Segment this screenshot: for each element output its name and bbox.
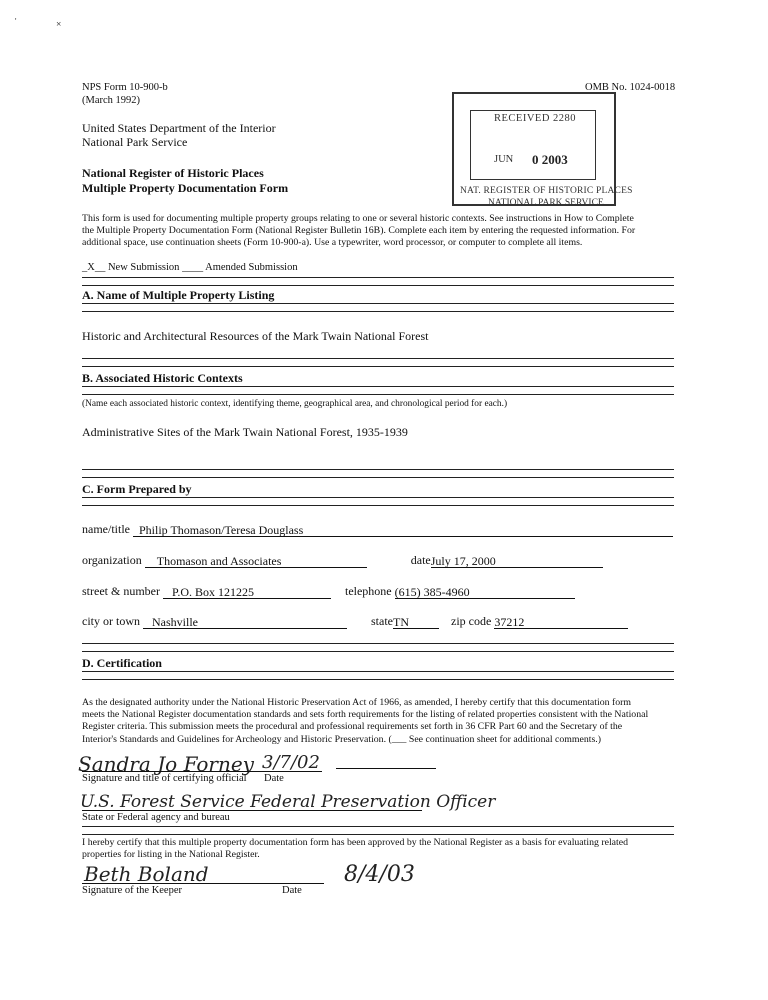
intro-paragraph — [82, 213, 682, 250]
stray-mark: × — [56, 20, 62, 30]
street-field[interactable] — [163, 585, 331, 599]
telephone-label: telephone — [344, 584, 392, 598]
section-d-heading: D. Certification — [82, 656, 162, 670]
intro-line-1: This form is used for documenting multiple property groups relating to one or several historic contexts. See instructions in How to Complete — [82, 213, 634, 224]
name-title-label: name/title — [82, 522, 130, 536]
organization-row — [82, 553, 603, 568]
section-c-heading: C. Form Prepared by — [82, 482, 192, 496]
date-field[interactable] — [431, 554, 603, 568]
cert-line-3: Register criteria. This submission meets the procedural and professional requirements set forth in 36 CFR Part 60 and the Secretary of the — [82, 721, 623, 733]
certifying-official-label: Signature and title of certifying official — [82, 773, 247, 784]
form-number: NPS Form 10-900-b — [82, 82, 168, 93]
divider — [82, 386, 674, 395]
cert-line-1: As the designated authority under the National Historic Preservation Act of 1966, as amended, I hereby certify that this documentation form — [82, 697, 632, 708]
zip-label: zip code — [451, 614, 492, 628]
telephone-field[interactable] — [395, 585, 575, 599]
city-row — [82, 614, 628, 629]
street-row — [82, 584, 575, 599]
cert-line-2: meets the National Register documentation standards and sets forth requirements for the listing of related properties consistent with the National — [82, 709, 649, 721]
section-b-heading: B. Associated Historic Contexts — [82, 371, 243, 385]
divider — [82, 643, 674, 652]
keeper-date-label: Date — [282, 885, 302, 896]
zip-field[interactable] — [494, 615, 628, 629]
divider — [82, 303, 674, 312]
city-field[interactable] — [143, 615, 347, 629]
stamp-month: JUN — [494, 154, 514, 165]
signature-line — [82, 810, 422, 811]
form-date: (March 1992) — [82, 95, 141, 106]
name-title-row — [82, 522, 673, 537]
new-submission-label: New Submission — [107, 262, 180, 273]
name-title-value: Philip Thomason/Teresa Douglass — [138, 523, 304, 537]
cert-line-4: Interior's Standards and Guidelines for Archeology and Historic Preservation. (___ See continuation sheet for additional comments.) — [82, 733, 601, 745]
state-label: state — [371, 614, 393, 628]
signature-line — [336, 768, 436, 769]
agency-handwritten: U.S. Forest Service Federal Preservation Officer — [80, 792, 496, 812]
date-value: July 17, 2000 — [430, 554, 496, 568]
service-line: National Park Service — [82, 135, 188, 149]
certification-paragraph — [82, 697, 682, 746]
form-title: National Register of Historic Places — [82, 166, 264, 180]
city-value: Nashville — [152, 615, 198, 629]
certifying-date-label: Date — [264, 773, 284, 784]
divider — [82, 358, 674, 367]
zip-value: 37212 — [494, 615, 525, 629]
section-a-heading: A. Name of Multiple Property Listing — [82, 288, 275, 302]
department-line: United States Department of the Interior — [82, 121, 276, 135]
state-field[interactable] — [393, 615, 439, 629]
divider — [82, 469, 674, 478]
submission-type: _X__ New Submission ____ Amended Submission — [82, 262, 298, 273]
organization-value: Thomason and Associates — [156, 554, 282, 568]
intro-line-3: additional space, use continuation sheets (Form 10-900-a). Use a typewriter, word processor, or computer to complete all items. — [82, 237, 583, 249]
signature-line — [82, 883, 324, 884]
agency-label: State or Federal agency and bureau — [82, 812, 230, 823]
section-b-note: (Name each associated historic context, identifying theme, geographical area, and chronological period for each.) — [82, 399, 508, 409]
keeper-label: Signature of the Keeper — [82, 885, 183, 896]
date-label: date — [410, 553, 431, 567]
street-label: street & number — [82, 584, 160, 598]
stamp-received: RECEIVED 2280 — [494, 113, 577, 124]
keeper-date: 8/4/03 — [344, 862, 415, 887]
name-title-field[interactable] — [133, 523, 673, 537]
omb-number: OMB No. 1024-0018 — [585, 82, 676, 93]
stamp-year: 0 2003 — [532, 152, 568, 167]
organization-label: organization — [82, 553, 142, 567]
city-label: city or town — [82, 614, 140, 628]
signature-line — [82, 771, 322, 772]
keeper-line-2: properties for listing in the National Register. — [82, 849, 260, 861]
telephone-value: (615) 385-4960 — [394, 585, 470, 599]
certifying-date: 3/7/02 — [262, 752, 320, 773]
state-value: TN — [393, 615, 409, 629]
new-submission-checkbox[interactable]: X — [87, 262, 95, 273]
street-value: P.O. Box 121225 — [171, 585, 254, 599]
form-subtitle: Multiple Property Documentation Form — [82, 181, 289, 195]
keeper-signature: Beth Boland — [84, 862, 209, 886]
stamp-service: NATIONAL PARK SERVICE — [488, 198, 604, 208]
stray-mark: · — [14, 15, 18, 25]
stamp-register: NAT. REGISTER OF HISTORIC PLACES — [460, 186, 633, 196]
keeper-paragraph — [82, 837, 682, 861]
divider — [82, 277, 674, 286]
divider — [82, 826, 674, 835]
keeper-line-1: I hereby certify that this multiple property documentation form has been approved by the National Register as a basis for evaluating related — [82, 837, 628, 848]
organization-field[interactable] — [145, 554, 367, 568]
intro-line-2: the Multiple Property Documentation Form (National Register Bulletin 16B). Complete each item by entering the requested information. For — [82, 225, 636, 237]
amended-submission-label: Amended Submission — [205, 262, 298, 273]
property-listing-name[interactable]: Historic and Architectural Resources of the Mark Twain National Forest — [82, 329, 429, 343]
historic-context-value[interactable]: Administrative Sites of the Mark Twain National Forest, 1935-1939 — [82, 425, 408, 439]
divider — [82, 497, 674, 506]
divider — [82, 671, 674, 680]
certifying-signature: Sandra Jo Forney — [78, 752, 254, 776]
